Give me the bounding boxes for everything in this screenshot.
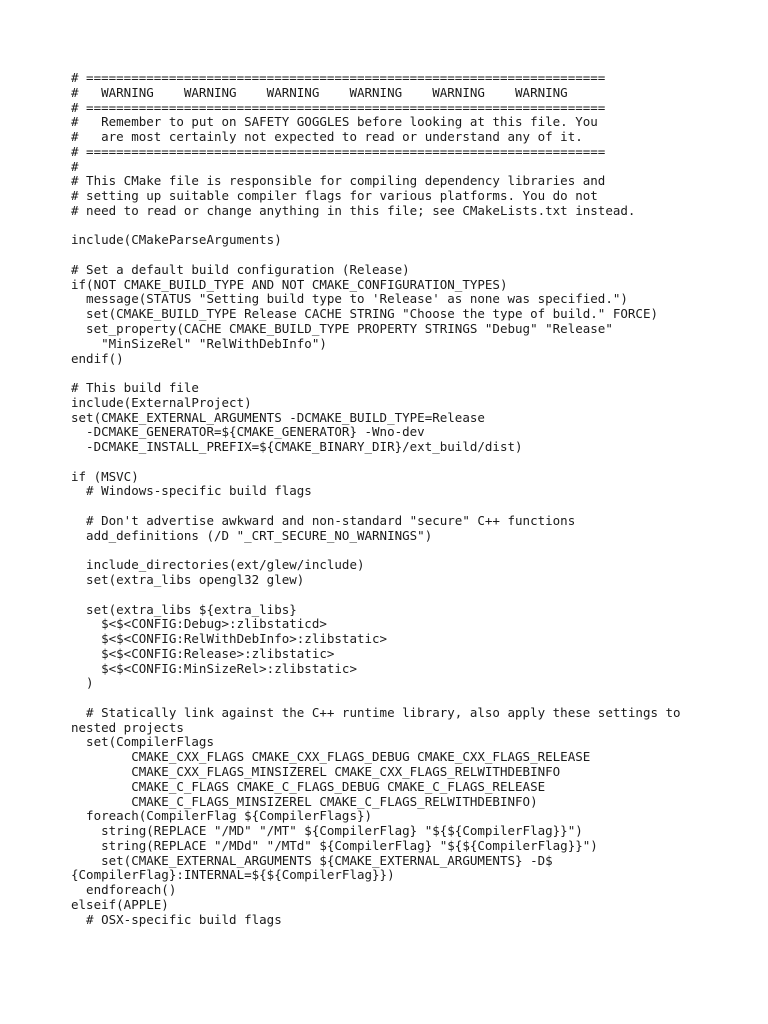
code-line: endif() bbox=[71, 350, 124, 366]
code-line: # ===================================================================== bbox=[71, 143, 606, 159]
code-line: $<$<CONFIG:MinSizeRel>:zlibstatic> bbox=[71, 660, 357, 676]
code-line: set(CMAKE_BUILD_TYPE Release CACHE STRING "Choose the type of build." FORCE) bbox=[71, 306, 658, 322]
code-line: include(ExternalProject) bbox=[71, 394, 252, 410]
code-line: message(STATUS "Setting build type to 'Release' as none was specified.") bbox=[71, 291, 628, 307]
code-line: set(extra_libs opengl32 glew) bbox=[71, 572, 305, 588]
code-line: elseif(APPLE) bbox=[71, 896, 169, 912]
code-line: "MinSizeRel" "RelWithDebInfo") bbox=[71, 335, 327, 351]
code-line: set(extra_libs ${extra_libs} bbox=[71, 601, 297, 617]
code-line: CMAKE_C_FLAGS CMAKE_C_FLAGS_DEBUG CMAKE_C_FLAGS_RELEASE bbox=[71, 778, 546, 794]
code-line: # are most certainly not expected to read or understand any of it. bbox=[71, 129, 583, 145]
code-line: if (MSVC) bbox=[71, 468, 139, 484]
code-line: -DCMAKE_GENERATOR=${CMAKE_GENERATOR} -Wno-dev bbox=[71, 424, 425, 440]
code-line: # need to read or change anything in this file; see CMakeLists.txt instead. bbox=[71, 202, 636, 218]
code-line: include_directories(ext/glew/include) bbox=[71, 557, 365, 573]
code-line: # OSX-specific build flags bbox=[71, 911, 282, 927]
code-line: # Statically link against the C++ runtime library, also apply these settings to bbox=[71, 704, 681, 720]
code-line: foreach(CompilerFlag ${CompilerFlags}) bbox=[71, 808, 373, 824]
code-line: # bbox=[71, 158, 79, 174]
code-line: CMAKE_CXX_FLAGS CMAKE_CXX_FLAGS_DEBUG CMAKE_CXX_FLAGS_RELEASE bbox=[71, 749, 591, 765]
code-line: CMAKE_CXX_FLAGS_MINSIZEREL CMAKE_CXX_FLAGS_RELWITHDEBINFO bbox=[71, 763, 561, 779]
code-line: if(NOT CMAKE_BUILD_TYPE AND NOT CMAKE_CONFIGURATION_TYPES) bbox=[71, 276, 508, 292]
code-line: # WARNING WARNING WARNING WARNING WARNING WARNING bbox=[71, 84, 568, 100]
code-line: # Don't advertise awkward and non-standard "secure" C++ functions bbox=[71, 512, 576, 528]
code-line: string(REPLACE "/MDd" "/MTd" ${CompilerFlag} "${${CompilerFlag}}") bbox=[71, 837, 598, 853]
code-line: ) bbox=[71, 675, 94, 691]
code-line bbox=[71, 499, 681, 514]
code-line: string(REPLACE "/MD" "/MT" ${CompilerFlag} "${${CompilerFlag}}") bbox=[71, 823, 583, 839]
code-line bbox=[71, 455, 681, 470]
code-line: {CompilerFlag}:INTERNAL=${${CompilerFlag}}) bbox=[71, 867, 395, 883]
code-line: $<$<CONFIG:RelWithDebInfo>:zlibstatic> bbox=[71, 631, 388, 647]
code-line: endforeach() bbox=[71, 882, 177, 898]
code-line: set(CompilerFlags bbox=[71, 734, 214, 750]
code-line: nested projects bbox=[71, 719, 184, 735]
code-line: # Set a default build configuration (Release) bbox=[71, 261, 410, 277]
code-line: set_property(CACHE CMAKE_BUILD_TYPE PROPERTY STRINGS "Debug" "Release" bbox=[71, 321, 613, 337]
code-line: # This CMake file is responsible for compiling dependency libraries and bbox=[71, 173, 606, 189]
code-line bbox=[71, 248, 681, 263]
code-line: $<$<CONFIG:Release>:zlibstatic> bbox=[71, 645, 335, 661]
code-line bbox=[71, 366, 681, 381]
code-listing bbox=[71, 71, 681, 927]
code-line: # This build file bbox=[71, 380, 199, 396]
code-line: # setting up suitable compiler flags for various platforms. You do not bbox=[71, 188, 598, 204]
code-line: $<$<CONFIG:Debug>:zlibstaticd> bbox=[71, 616, 327, 632]
code-line: # Remember to put on SAFETY GOGGLES before looking at this file. You bbox=[71, 114, 598, 130]
code-line: # Windows-specific build flags bbox=[71, 483, 312, 499]
code-line bbox=[71, 544, 681, 559]
code-line bbox=[71, 588, 681, 603]
code-line: CMAKE_C_FLAGS_MINSIZEREL CMAKE_C_FLAGS_RELWITHDEBINFO) bbox=[71, 793, 538, 809]
code-line: set(CMAKE_EXTERNAL_ARGUMENTS ${CMAKE_EXTERNAL_ARGUMENTS} -D$ bbox=[71, 852, 553, 868]
code-line bbox=[71, 691, 681, 706]
code-line: # ===================================================================== bbox=[71, 99, 606, 115]
code-line bbox=[71, 219, 681, 234]
code-line: set(CMAKE_EXTERNAL_ARGUMENTS -DCMAKE_BUILD_TYPE=Release bbox=[71, 409, 485, 425]
code-line: add_definitions (/D "_CRT_SECURE_NO_WARNINGS") bbox=[71, 527, 433, 543]
code-line: -DCMAKE_INSTALL_PREFIX=${CMAKE_BINARY_DIR}/ext_build/dist) bbox=[71, 439, 523, 455]
code-line: # ===================================================================== bbox=[71, 70, 606, 85]
code-line: include(CMakeParseArguments) bbox=[71, 232, 282, 248]
